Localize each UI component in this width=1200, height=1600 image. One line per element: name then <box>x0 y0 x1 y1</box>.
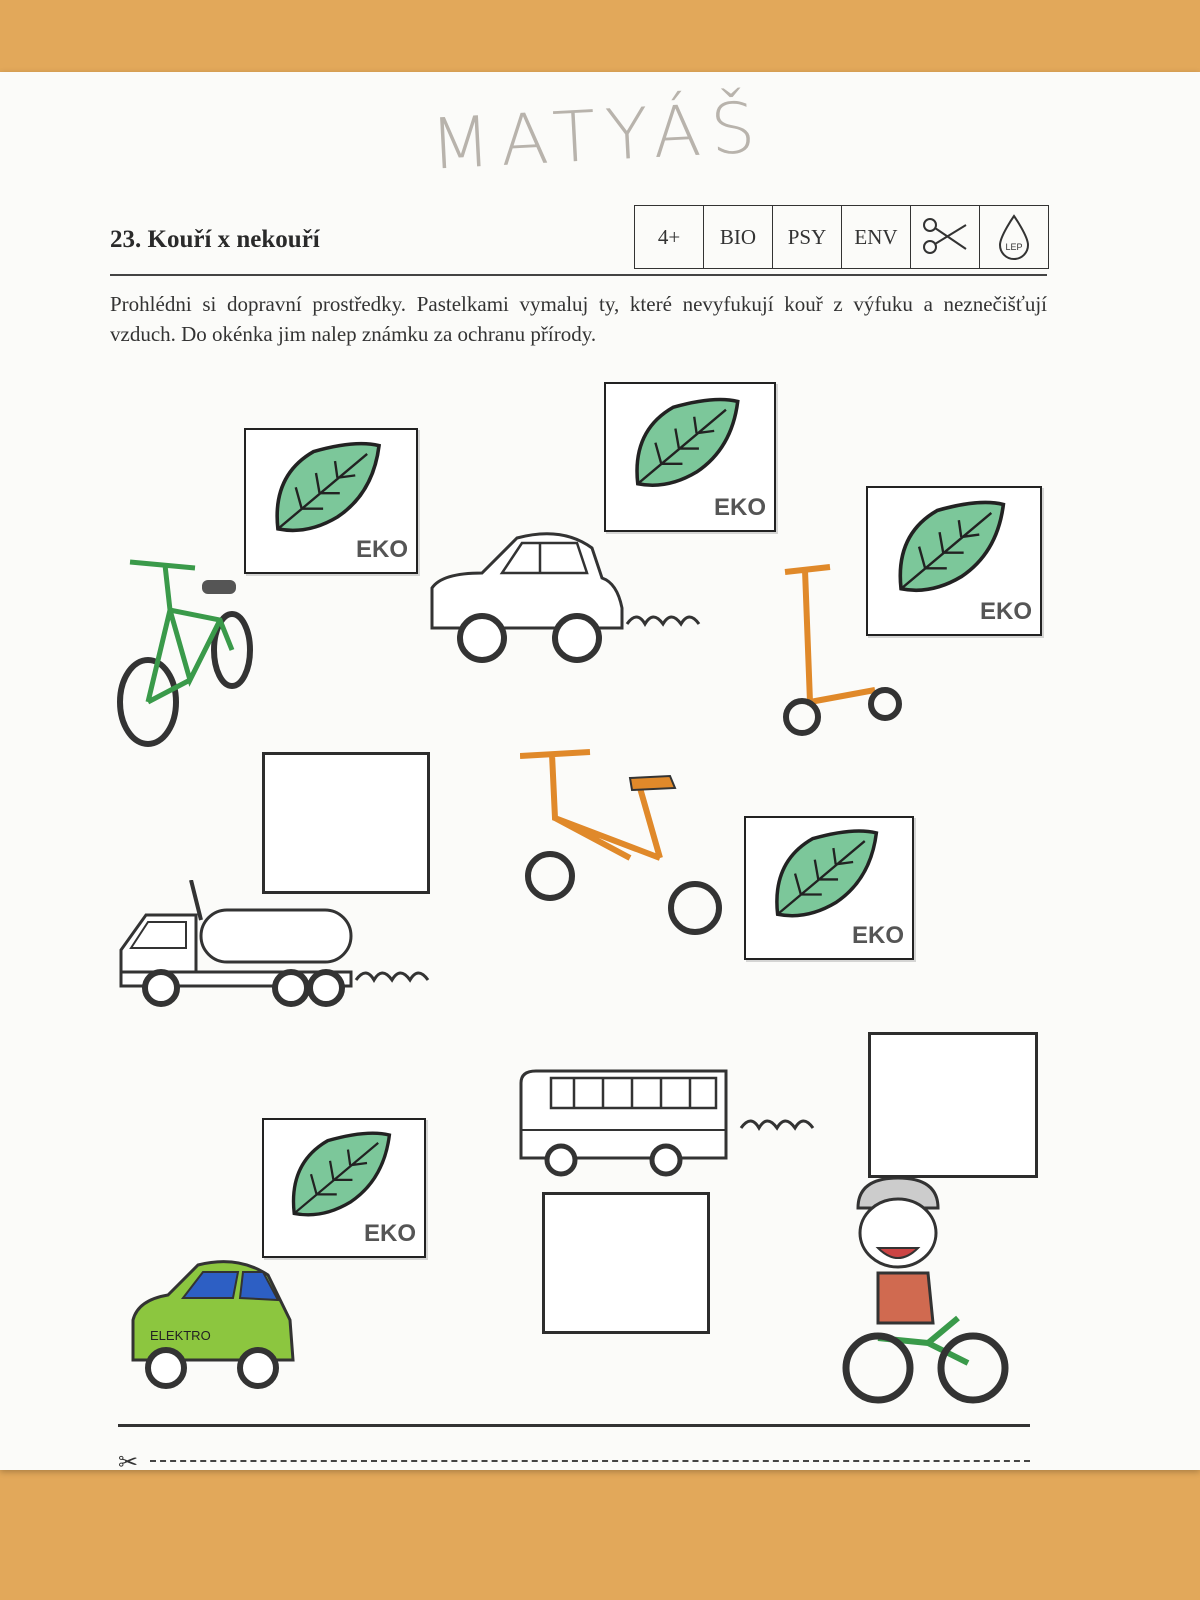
cut-line <box>150 1460 1030 1462</box>
eko-label: EKO <box>355 536 408 563</box>
leaf-icon <box>626 393 744 492</box>
leaf-icon <box>766 826 882 921</box>
instructions: Prohlédni si dopravní prostředky. Pastelkami vymaluj ty, které nevyfukují kouř z výfuku a neznečišťují vzduch. Do okénka jim nalep známku za ochranu přírody. <box>110 292 1047 346</box>
exercise-title: 23. Kouří x nekouří <box>110 226 320 253</box>
eko-label: EKO <box>713 494 766 521</box>
eko-sticker <box>744 816 914 960</box>
glue-label: LEP <box>1005 242 1023 252</box>
scissors-cut-icon: ✂ <box>118 1450 139 1476</box>
elektro-label: ELEKTRO <box>150 1328 211 1343</box>
tag-env: ENV <box>842 206 911 268</box>
eko-sticker <box>262 1118 426 1258</box>
eko-sticker <box>244 428 418 574</box>
eko-label: EKO <box>979 598 1032 625</box>
header-rule <box>110 274 1047 276</box>
leaf-icon <box>283 1128 395 1220</box>
boy-on-bike-icon <box>838 1178 1028 1408</box>
balance-bike-icon <box>520 748 730 938</box>
scooter-icon <box>780 562 910 742</box>
footer-rule <box>118 1424 1030 1427</box>
eko-sticker <box>604 382 776 532</box>
eko-label: EKO <box>363 1220 416 1247</box>
glue-drop-icon <box>980 206 1048 268</box>
bicycle-icon <box>110 550 260 750</box>
leaf-icon <box>266 439 385 536</box>
car-icon <box>422 528 722 668</box>
tanker-truck-icon <box>116 880 446 1010</box>
bus-icon <box>516 1068 826 1180</box>
electric-car-icon <box>128 1260 298 1398</box>
eko-label: EKO <box>851 922 904 949</box>
student-name: MATYÁŠ <box>428 86 768 186</box>
category-tags <box>634 205 1049 269</box>
tag-age: 4+ <box>635 206 704 268</box>
tag-psy: PSY <box>773 206 842 268</box>
empty-sticker-box[interactable] <box>868 1032 1038 1178</box>
scissors-icon <box>911 206 980 268</box>
tag-bio: BIO <box>704 206 773 268</box>
empty-sticker-box[interactable] <box>542 1192 710 1334</box>
empty-sticker-box[interactable] <box>262 752 430 894</box>
